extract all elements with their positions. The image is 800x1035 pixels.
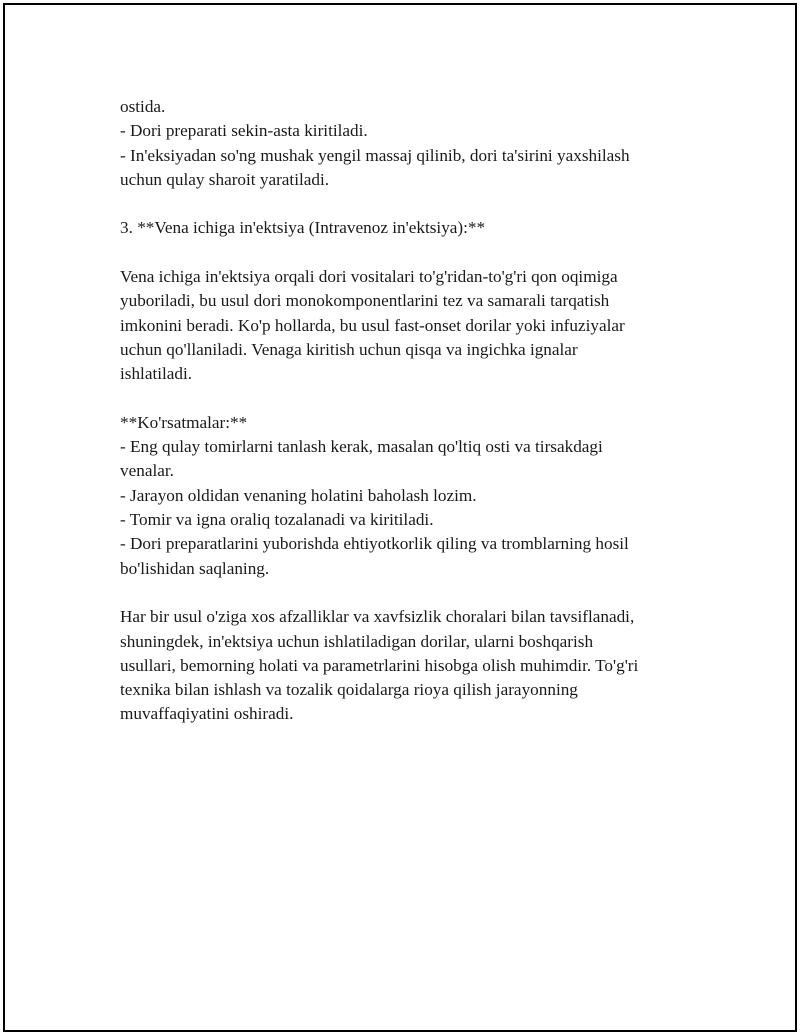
text-line: muvaffaqiyatini oshiradi. (120, 704, 294, 724)
paragraph-gap (120, 192, 700, 216)
text-line: texnika bilan ishlash va tozalik qoidalarga rioya qilish jarayonning (120, 680, 578, 700)
paragraph-gap (120, 387, 700, 411)
paragraph-continuation (120, 95, 700, 192)
paragraph-gap (120, 241, 700, 265)
paragraph-intravenous (120, 265, 700, 386)
list-item: - Jarayon oldidan venaning holatini baholash lozim. (120, 485, 477, 505)
text-line: - Dori preparati sekin-asta kiritiladi. (120, 121, 368, 141)
text-line: imkonini beradi. Ko'p hollarda, bu usul fast-onset dorilar yoki infuziyalar (120, 315, 625, 335)
text-line: uchun qo'llaniladi. Venaga kiritish uchun qisqa va ingichka ignalar (120, 339, 578, 359)
text-line: uchun qulay sharoit yaratiladi. (120, 169, 330, 189)
text-line: usullari, bemorning holati va parametrlarini hisobga olish muhimdir. To'g'ri (120, 655, 639, 675)
page-frame (3, 3, 797, 1032)
paragraph-gap (120, 581, 700, 605)
page-body (120, 95, 700, 727)
text-line: ostida. (120, 97, 166, 116)
text-line: - In'eksiyadan so'ng mushak yengil massaj qilinib, dori ta'sirini yaxshilash (120, 145, 630, 165)
instructions-heading: **Ko'rsatmalar:** (120, 412, 248, 432)
list-item: - Eng qulay tomirlarni tanlash kerak, masalan qo'ltiq osti va tirsakdagi (120, 437, 603, 457)
instructions-list (120, 411, 700, 581)
section-heading: 3. **Vena ichiga in'ektsiya (Intravenoz in'ektsiya):** (120, 218, 486, 238)
list-item-continuation: venalar. (120, 461, 174, 481)
text-line: ishlatiladi. (120, 364, 193, 384)
text-line: shuningdek, in'ektsiya uchun ishlatiladigan dorilar, ularni boshqarish (120, 631, 594, 651)
list-item: - Dori preparatlarini yuborishda ehtiyotkorlik qiling va tromblarning hosil (120, 534, 629, 554)
text-line: Har bir usul o'ziga xos afzalliklar va xavfsizlik choralari bilan tavsiflanadi, (120, 607, 635, 627)
list-item: - Tomir va igna oraliq tozalanadi va kiritiladi. (120, 510, 434, 530)
paragraph-conclusion (120, 605, 700, 726)
text-line: Vena ichiga in'ektsiya orqali dori vositalari to'g'ridan-to'g'ri qon oqimiga (120, 267, 618, 287)
text-line: yuboriladi, bu usul dori monokomponentlarini tez va samarali tarqatish (120, 291, 610, 311)
list-item-continuation: bo'lishidan saqlaning. (120, 558, 270, 578)
